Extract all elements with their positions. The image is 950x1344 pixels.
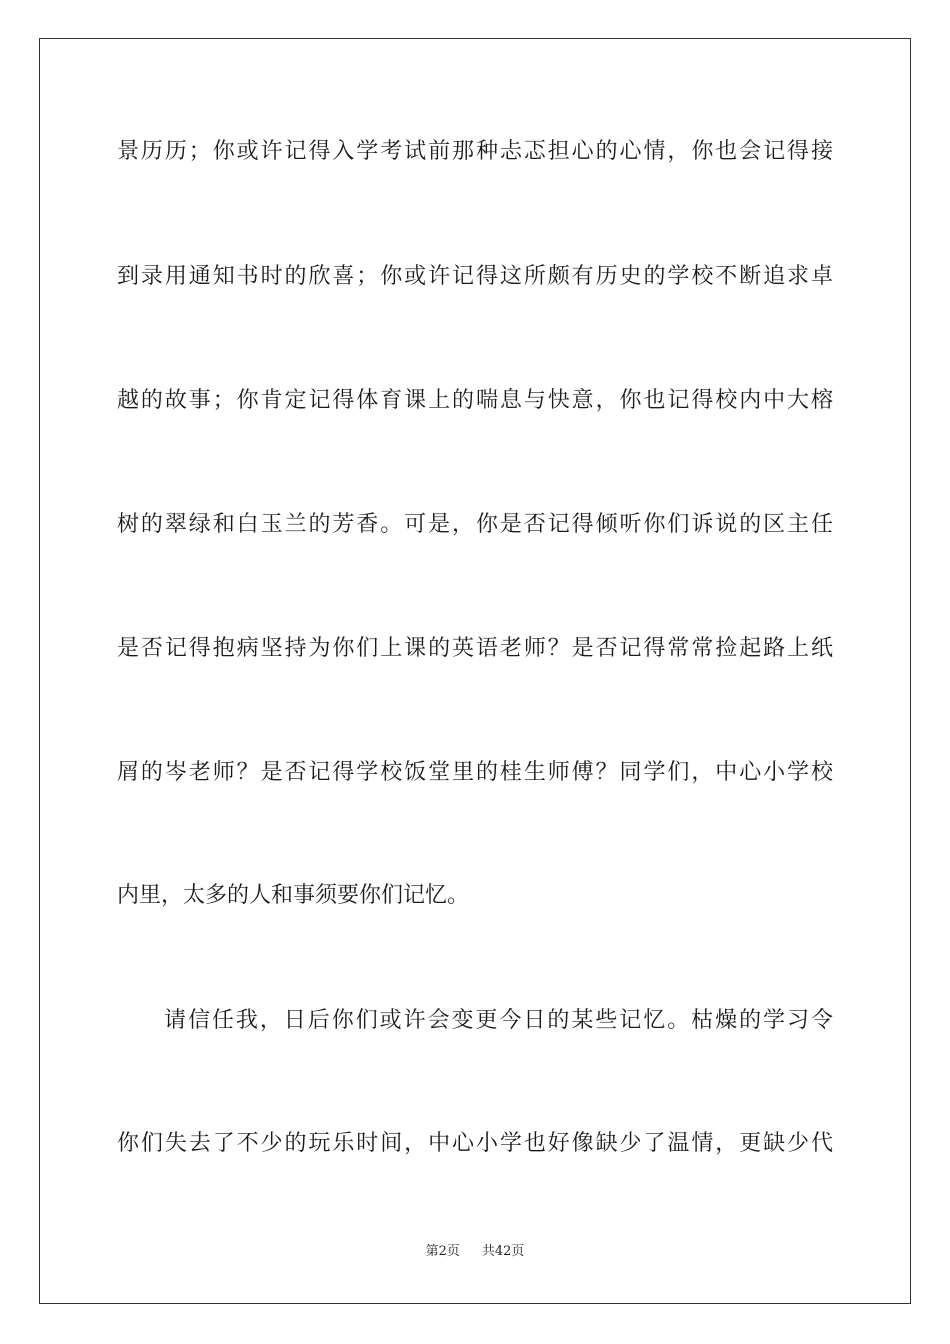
paragraph-line: 是否记得抱病坚持为你们上课的英语老师？是否记得常常捡起路上纸 [117,636,833,661]
page-number: 第2页 [425,1244,460,1259]
paragraph-line: 树的翠绿和白玉兰的芳香。可是，你是否记得倾听你们诉说的区主任 [117,512,833,537]
page-footer [0,1243,950,1261]
paragraph-line: 屑的岑老师？是否记得学校饭堂里的桂生师傅？同学们，中心小学校 [117,760,833,785]
page-total: 共42页 [481,1244,525,1259]
paragraph-line: 你们失去了不少的玩乐时间，中心小学也好像缺少了温情，更缺少代 [117,1131,833,1156]
paragraph-line: 请信任我，日后你们或许会变更今日的某些记忆。枯燥的学习令 [164,1008,833,1033]
paragraph-line: 内里，太多的人和事须要你们记忆。 [117,883,470,908]
paragraph-line: 景历历；你或许记得入学考试前那种忐忑担心的心情，你也会记得接 [117,139,833,164]
paragraph-line: 到录用通知书时的欣喜；你或许记得这所颇有历史的学校不断追求卓 [117,264,833,289]
page-border [39,38,911,1304]
paragraph-line: 越的故事；你肯定记得体育课上的喘息与快意，你也记得校内中大榕 [117,388,833,413]
